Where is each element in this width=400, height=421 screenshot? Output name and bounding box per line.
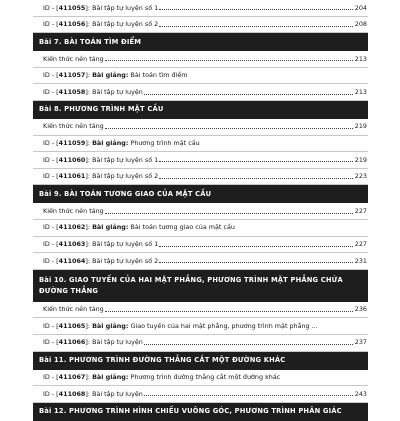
id-prefix: ID - [ <box>43 389 59 398</box>
id-prefix: ID - [ <box>43 3 59 12</box>
id-suffix: ]: <box>85 338 91 347</box>
toc-entry[interactable] <box>33 152 368 169</box>
dot-leader <box>159 262 353 263</box>
id-suffix: ]: <box>85 3 91 12</box>
page-number: 219 <box>354 155 367 164</box>
page-number: 236 <box>354 305 367 314</box>
id-prefix: ID - [ <box>43 139 59 148</box>
section-title: Bài 8. PHƯƠNG TRÌNH MẶT CẦU <box>39 105 164 114</box>
section-title: Bài 9. BÀI TOÁN TƯƠNG GIAO CỦA MẶT CẦU <box>39 189 212 198</box>
toc-entry[interactable] <box>33 237 368 254</box>
entry-id: 411067 <box>58 373 86 381</box>
dot-leader <box>144 395 353 396</box>
entry-id: 411057 <box>58 71 86 80</box>
page-number: 243 <box>354 389 367 398</box>
entry-text: Bài toán tương giao của mặt cầu <box>130 223 235 232</box>
id-suffix: ]: <box>85 373 91 381</box>
dot-leader <box>159 246 353 247</box>
entry-text: Kiến thức nền tảng <box>43 54 104 63</box>
entry-text: Bài tập tự luyện <box>92 338 143 347</box>
id-prefix: ID - [ <box>43 155 59 164</box>
section-header <box>33 33 368 51</box>
id-suffix: ]: <box>85 20 91 29</box>
toc-plain-entry[interactable] <box>33 302 368 319</box>
entry-id: 411056 <box>58 20 86 29</box>
id-suffix: ]: <box>85 172 91 181</box>
id-suffix: ]: <box>85 223 91 232</box>
page-number: 213 <box>354 87 367 96</box>
id-suffix: ]: <box>85 389 91 398</box>
toc-plain-entry[interactable] <box>33 203 368 220</box>
entry-id: 411058 <box>58 87 86 96</box>
dot-leader <box>105 128 353 129</box>
entry-text: Phương trình mặt cầu <box>130 139 200 148</box>
entry-label: Bài giảng: <box>92 373 129 381</box>
entry-label: Bài giảng: <box>92 71 129 80</box>
page-number: 227 <box>354 206 367 215</box>
id-prefix: ID - [ <box>43 71 59 80</box>
entry-text: Kiến thức nền tảng <box>43 206 104 215</box>
entry-id: 411065 <box>58 321 86 330</box>
toc-entry[interactable] <box>33 253 368 270</box>
section-title: Bài 12. PHƯƠNG TRÌNH HÌNH CHIẾU VUÔNG GÓC, PHƯƠNG TRÌNH PHÂN GIÁC <box>39 407 342 416</box>
id-suffix: ]: <box>85 240 91 249</box>
dot-leader <box>144 344 353 345</box>
page-number: 237 <box>354 338 367 347</box>
page-number: 219 <box>354 122 367 131</box>
id-prefix: ID - [ <box>43 256 59 265</box>
toc-entry[interactable] <box>33 335 368 352</box>
section-header <box>33 403 368 421</box>
section-header <box>33 270 368 302</box>
id-suffix: ]: <box>85 256 91 265</box>
entry-text: Kiến thức nền tảng <box>43 305 104 314</box>
id-prefix: ID - [ <box>43 223 59 232</box>
entry-label: Bài giảng: <box>92 139 129 148</box>
id-prefix: ID - [ <box>43 20 59 29</box>
section-header <box>33 185 368 203</box>
toc-entry[interactable] <box>33 84 368 101</box>
dot-leader <box>159 26 353 27</box>
toc-entry[interactable] <box>33 136 368 153</box>
dot-leader <box>159 161 353 162</box>
id-suffix: ]: <box>85 87 91 96</box>
id-prefix: ID - [ <box>43 338 59 347</box>
id-suffix: ]: <box>85 155 91 164</box>
toc-entry[interactable] <box>33 169 368 186</box>
section-title: Bài 10. GIAO TUYẾN CỦA HAI MẶT PHẲNG, PHƯƠNG TRÌNH MẶT PHẲNG CHỨA ĐƯỜNG THẲNG <box>39 275 343 296</box>
toc-plain-entry[interactable] <box>33 51 368 68</box>
id-suffix: ]: <box>85 321 91 330</box>
toc-entry[interactable] <box>33 220 368 237</box>
toc-entry[interactable] <box>33 68 368 85</box>
entry-id: 411066 <box>58 338 86 347</box>
id-prefix: ID - [ <box>43 87 59 96</box>
entry-id: 411064 <box>58 256 86 265</box>
entry-id: 411059 <box>58 139 86 148</box>
section-header <box>33 352 368 370</box>
entry-text: Bài tập tự luyện số 1 <box>92 3 159 12</box>
page-number: 204 <box>354 3 367 12</box>
entry-text: Bài tập tự luyện <box>92 389 143 398</box>
toc-entry[interactable] <box>33 370 368 387</box>
dot-leader <box>105 311 353 312</box>
page-number: 223 <box>354 172 367 181</box>
entry-id: 411060 <box>58 155 86 164</box>
dot-leader <box>105 213 353 214</box>
dot-leader <box>105 60 353 61</box>
dot-leader <box>144 94 353 95</box>
entry-id: 411055 <box>58 3 86 12</box>
entry-text: Bài tập tự luyện <box>92 87 143 96</box>
entry-text: Bài tập tự luyện số 2 <box>92 172 159 181</box>
id-suffix: ]: <box>85 71 91 80</box>
entry-text: Bài toán tìm điểm <box>130 71 188 80</box>
page-number: 227 <box>354 240 367 249</box>
entry-text: Bài tập tự luyện số 2 <box>92 20 159 29</box>
toc-plain-entry[interactable] <box>33 119 368 136</box>
id-prefix: ID - [ <box>43 373 59 381</box>
entry-label: Bài giảng: <box>92 223 129 232</box>
dot-leader <box>159 178 353 179</box>
entry-text: Bài tập tự luyện số 2 <box>92 256 159 265</box>
entry-text: Giao tuyến của hai mặt phẳng, phương trình mặt phẳng ... <box>130 321 318 330</box>
entry-id: 411063 <box>58 240 86 249</box>
section-title: Bài 11. PHƯƠNG TRÌNH ĐƯỜNG THẲNG CẮT MỘT ĐƯỜNG KHÁC <box>39 356 286 364</box>
entry-text: Phương trình đường thẳng cắt một đường khác <box>130 373 281 381</box>
page-number: 213 <box>354 54 367 63</box>
entry-text: Bài tập tự luyện số 1 <box>92 240 159 249</box>
toc-entry[interactable] <box>33 17 368 34</box>
toc-entry[interactable] <box>33 318 368 335</box>
id-suffix: ]: <box>85 139 91 148</box>
table-of-contents <box>33 0 368 421</box>
id-prefix: ID - [ <box>43 172 59 181</box>
section-header <box>33 101 368 119</box>
section-title: Bài 7. BÀI TOÁN TÌM ĐIỂM <box>39 37 142 46</box>
entry-id: 411062 <box>58 223 86 232</box>
entry-id: 411061 <box>58 172 86 181</box>
dot-leader <box>159 9 353 10</box>
entry-text: Kiến thức nền tảng <box>43 122 104 131</box>
id-prefix: ID - [ <box>43 321 59 330</box>
entry-text: Bài tập tự luyện số 1 <box>92 155 159 164</box>
toc-entry[interactable] <box>33 386 368 403</box>
entry-label: Bài giảng: <box>92 321 129 330</box>
id-prefix: ID - [ <box>43 240 59 249</box>
page-number: 208 <box>354 20 367 29</box>
toc-entry[interactable] <box>33 0 368 17</box>
entry-id: 411068 <box>58 389 86 398</box>
page-number: 231 <box>354 256 367 265</box>
